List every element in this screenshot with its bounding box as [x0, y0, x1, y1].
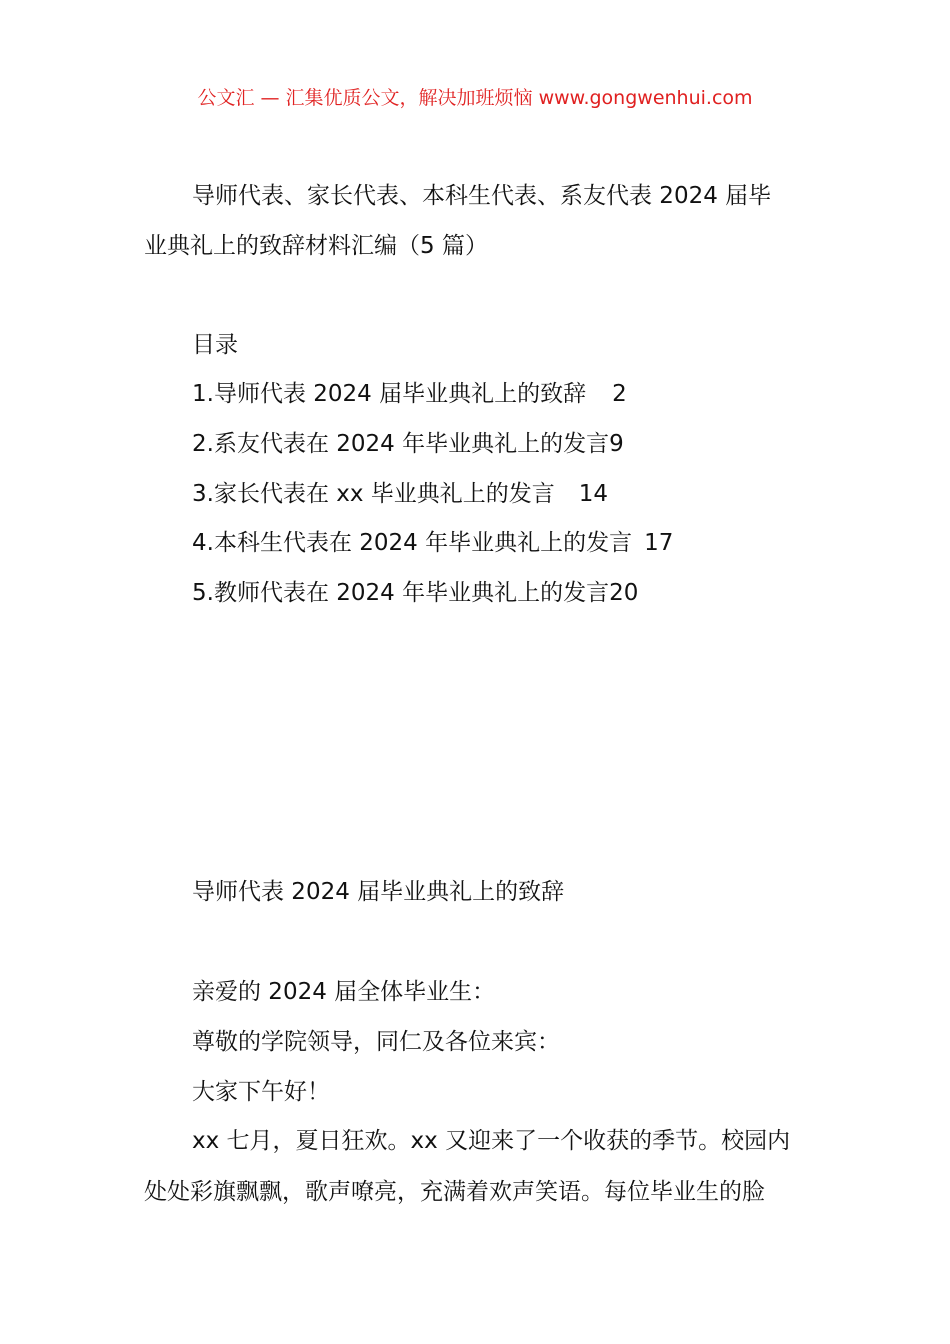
toc-item-5[interactable]: [192, 578, 638, 608]
salutation-1: 亲爱的 2024 届全体毕业生：: [192, 979, 496, 1005]
toc-item-label: 3.家长代表在 xx 毕业典礼上的发言: [192, 481, 555, 507]
document-title-line-1: 导师代表、家长代表、本科生代表、系友代表 2024 届毕: [192, 183, 772, 209]
document-title-line-2: 业典礼上的致辞材料汇编（5 篇）: [144, 233, 488, 259]
toc-item-label: 1.导师代表 2024 届毕业典礼上的致辞: [192, 381, 587, 407]
toc-item-4[interactable]: [192, 528, 673, 558]
toc-item-label: 2.系友代表在 2024 年毕业典礼上的发言: [192, 431, 610, 457]
toc-item-3[interactable]: [192, 479, 608, 509]
salutation-3: 大家下午好！: [192, 1079, 330, 1105]
header-banner: 公文汇 — 汇集优质公文，解决加班烦恼 www.gongwenhui.com: [197, 87, 753, 109]
toc-item-2[interactable]: [192, 429, 624, 459]
toc-item-label: 5.教师代表在 2024 年毕业典礼上的发言: [192, 580, 610, 606]
toc-item-1[interactable]: [192, 379, 627, 409]
toc-item-page: 9: [609, 431, 624, 457]
salutation-2: 尊敬的学院领导，同仁及各位来宾：: [192, 1029, 560, 1055]
body-paragraph-line-1: xx 七月，夏日狂欢。xx 又迎来了一个收获的季节。校园内: [192, 1128, 791, 1154]
toc-item-page: 2: [612, 381, 627, 407]
section-title: 导师代表 2024 届毕业典礼上的致辞: [192, 879, 565, 905]
toc-item-page: 14: [578, 481, 609, 507]
toc-item-page: 17: [644, 530, 674, 556]
toc-item-label: 4.本科生代表在 2024 年毕业典礼上的发言: [192, 530, 633, 556]
toc-heading: 目录: [192, 332, 238, 358]
body-paragraph-line-2: 处处彩旗飘飘，歌声嘹亮，充满着欢声笑语。每位毕业生的脸: [144, 1179, 765, 1205]
toc-item-page: 20: [609, 580, 639, 606]
